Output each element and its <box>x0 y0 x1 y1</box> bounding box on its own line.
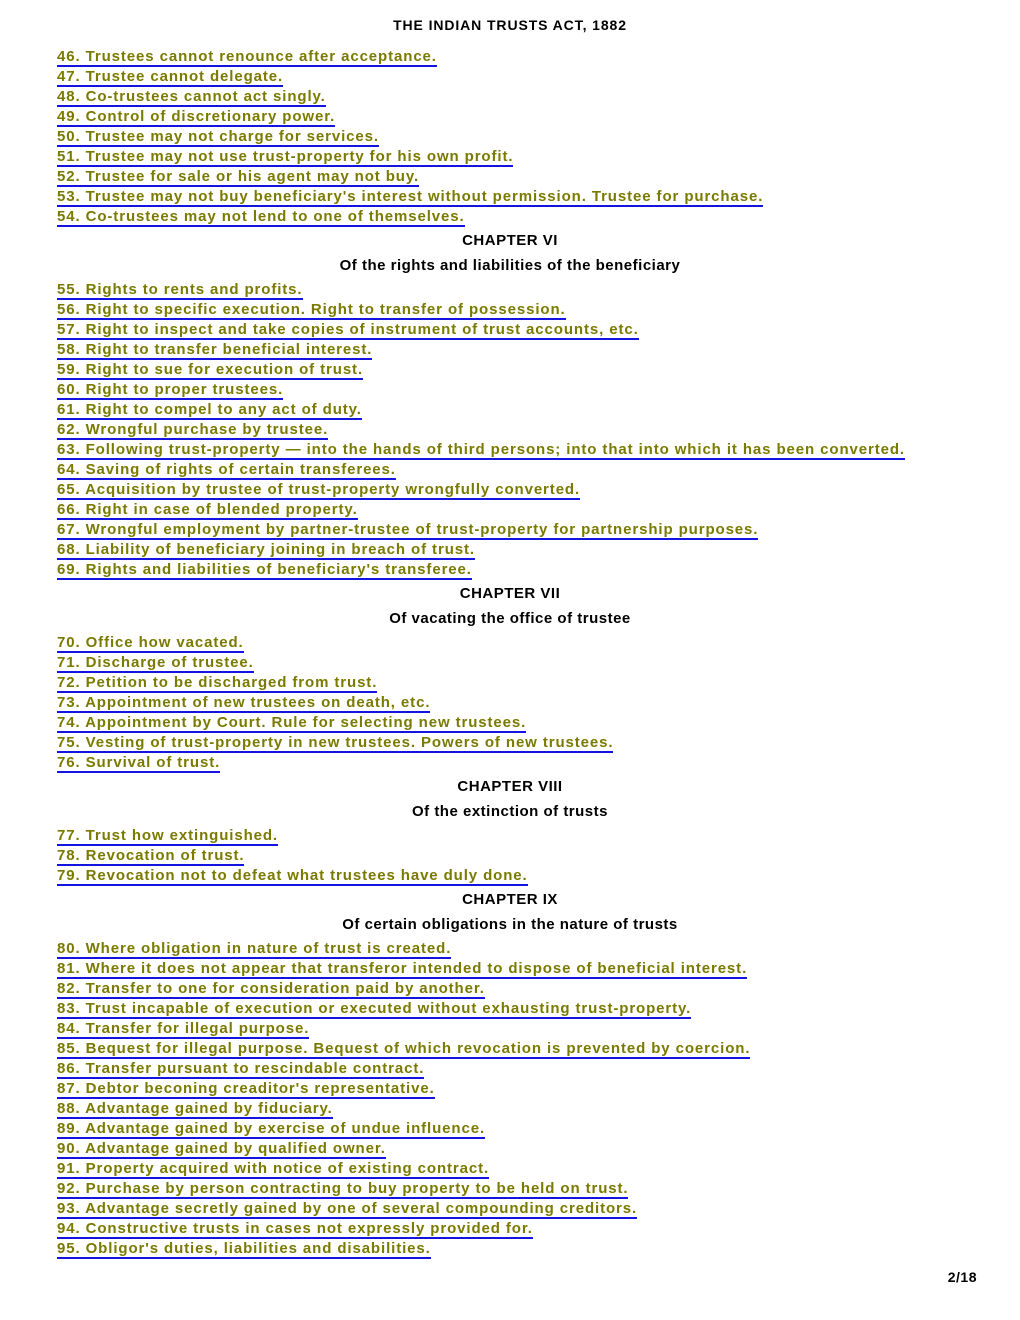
toc-line <box>57 733 963 753</box>
toc-link[interactable]: 73. Appointment of new trustees on death, etc. <box>57 694 431 711</box>
toc-link[interactable]: 77. Trust how extinguished. <box>57 827 278 844</box>
toc-link[interactable]: 61. Right to compel to any act of duty. <box>57 401 362 418</box>
toc-line <box>57 1159 963 1179</box>
chapter-heading: CHAPTER VI <box>462 232 558 249</box>
toc-link[interactable]: 83. Trust incapable of execution or executed without exhausting trust-property. <box>57 1000 692 1017</box>
toc-link[interactable]: 60. Right to proper trustees. <box>57 381 284 398</box>
toc-line <box>57 280 963 300</box>
chapter-heading: CHAPTER IX <box>462 891 558 908</box>
chapter-subtitle: Of vacating the office of trustee <box>389 610 631 627</box>
toc-line <box>57 187 963 207</box>
toc-link[interactable]: 71. Discharge of trustee. <box>57 654 254 671</box>
toc-line <box>57 207 963 227</box>
toc-link[interactable]: 53. Trustee may not buy beneficiary's interest without permission. Trustee for purchase. <box>57 188 764 205</box>
toc-line <box>57 1119 963 1139</box>
toc-link[interactable]: 74. Appointment by Court. Rule for selecting new trustees. <box>57 714 527 731</box>
toc-line <box>57 420 963 440</box>
toc-link[interactable]: 58. Right to transfer beneficial interest. <box>57 341 373 358</box>
toc-link[interactable]: 66. Right in case of blended property. <box>57 501 358 518</box>
toc-line <box>57 713 963 733</box>
toc-line <box>57 360 963 380</box>
toc-link[interactable]: 76. Survival of trust. <box>57 754 221 771</box>
toc-link[interactable]: 82. Transfer to one for consideration paid by another. <box>57 980 485 997</box>
toc-line <box>57 147 963 167</box>
toc-link[interactable]: 94. Constructive trusts in cases not expressly provided for. <box>57 1220 533 1237</box>
toc-line <box>57 939 963 959</box>
chapter-subtitle: Of certain obligations in the nature of trusts <box>342 916 678 933</box>
toc-link[interactable]: 63. Following trust-property — into the hands of third persons; into that into which it has been converted. <box>57 441 905 458</box>
toc-link[interactable]: 68. Liability of beneficiary joining in breach of trust. <box>57 541 475 558</box>
toc-line <box>57 500 963 520</box>
toc-link[interactable]: 80. Where obligation in nature of trust is created. <box>57 940 452 957</box>
toc-link[interactable]: 87. Debtor beconing creaditor's representative. <box>57 1080 435 1097</box>
toc-line <box>57 520 963 540</box>
toc-line <box>57 1039 963 1059</box>
toc-line <box>57 673 963 693</box>
toc-link[interactable]: 65. Acquisition by trustee of trust-property wrongfully converted. <box>57 481 581 498</box>
toc-list <box>57 47 963 1259</box>
toc-link[interactable]: 47. Trustee cannot delegate. <box>57 68 284 85</box>
toc-link[interactable]: 51. Trustee may not use trust-property for his own profit. <box>57 148 514 165</box>
toc-line <box>57 1099 963 1119</box>
toc-line <box>57 1239 963 1259</box>
toc-link[interactable]: 67. Wrongful employment by partner-trustee of trust-property for partnership purposes. <box>57 521 759 538</box>
chapter-block <box>57 584 963 629</box>
toc-link[interactable]: 95. Obligor's duties, liabilities and disabilities. <box>57 1240 431 1257</box>
toc-link[interactable]: 72. Petition to be discharged from trust. <box>57 674 378 691</box>
toc-link[interactable]: 55. Rights to rents and profits. <box>57 281 303 298</box>
chapter-subtitle: Of the extinction of trusts <box>411 803 608 820</box>
toc-link[interactable]: 75. Vesting of trust-property in new trustees. Powers of new trustees. <box>57 734 614 751</box>
toc-link[interactable]: 62. Wrongful purchase by trustee. <box>57 421 329 438</box>
toc-line <box>57 87 963 107</box>
toc-line <box>57 47 963 67</box>
toc-link[interactable]: 79. Revocation not to defeat what trustees have duly done. <box>57 867 528 884</box>
toc-line <box>57 460 963 480</box>
toc-line <box>57 693 963 713</box>
toc-line <box>57 1199 963 1219</box>
toc-link[interactable]: 85. Bequest for illegal purpose. Bequest of which revocation is prevented by coercion. <box>57 1040 751 1057</box>
toc-line <box>57 1139 963 1159</box>
toc-link[interactable]: 54. Co-trustees may not lend to one of themselves. <box>57 208 465 225</box>
toc-line <box>57 1219 963 1239</box>
chapter-heading: CHAPTER VIII <box>457 778 563 795</box>
toc-link[interactable]: 64. Saving of rights of certain transferees. <box>57 461 396 478</box>
toc-line <box>57 1179 963 1199</box>
toc-line <box>57 1059 963 1079</box>
toc-line <box>57 653 963 673</box>
chapter-block <box>57 777 963 822</box>
toc-line <box>57 300 963 320</box>
chapter-heading: CHAPTER VII <box>459 585 561 602</box>
toc-line <box>57 959 963 979</box>
toc-line <box>57 1079 963 1099</box>
toc-link[interactable]: 90. Advantage gained by qualified owner. <box>57 1140 386 1157</box>
toc-link[interactable]: 56. Right to specific execution. Right to transfer of possession. <box>57 301 566 318</box>
toc-line <box>57 107 963 127</box>
toc-link[interactable]: 52. Trustee for sale or his agent may not buy. <box>57 168 420 185</box>
page-title: THE INDIAN TRUSTS ACT, 1882 <box>393 17 627 33</box>
toc-link[interactable]: 57. Right to inspect and take copies of instrument of trust accounts, etc. <box>57 321 639 338</box>
chapter-subtitle: Of the rights and liabilities of the beneficiary <box>339 257 681 274</box>
toc-line <box>57 560 963 580</box>
toc-link[interactable]: 88. Advantage gained by fiduciary. <box>57 1100 333 1117</box>
chapter-block <box>57 231 963 276</box>
toc-link[interactable]: 70. Office how vacated. <box>57 634 244 651</box>
toc-link[interactable]: 81. Where it does not appear that transferor intended to dispose of beneficial interest. <box>57 960 748 977</box>
toc-line <box>57 480 963 500</box>
toc-line <box>57 380 963 400</box>
toc-link[interactable]: 89. Advantage gained by exercise of undue influence. <box>57 1120 486 1137</box>
toc-line <box>57 633 963 653</box>
toc-line <box>57 320 963 340</box>
toc-line <box>57 753 963 773</box>
toc-link[interactable]: 91. Property acquired with notice of existing contract. <box>57 1160 490 1177</box>
toc-line <box>57 540 963 560</box>
toc-link[interactable]: 86. Transfer pursuant to rescindable contract. <box>57 1060 425 1077</box>
toc-link[interactable]: 59. Right to sue for execution of trust. <box>57 361 364 378</box>
page-number: 2/18 <box>947 1269 977 1285</box>
chapter-block <box>57 890 963 935</box>
toc-line <box>57 826 963 846</box>
toc-link[interactable]: 93. Advantage secretly gained by one of several compounding creditors. <box>57 1200 638 1217</box>
toc-line <box>57 67 963 87</box>
toc-link[interactable]: 69. Rights and liabilities of beneficiary's transferee. <box>57 561 472 578</box>
toc-line <box>57 999 963 1019</box>
toc-line <box>57 340 963 360</box>
toc-line <box>57 846 963 866</box>
toc-link[interactable]: 92. Purchase by person contracting to buy property to be held on trust. <box>57 1180 629 1197</box>
toc-link[interactable]: 49. Control of discretionary power. <box>57 108 336 125</box>
toc-link[interactable]: 48. Co-trustees cannot act singly. <box>57 88 326 105</box>
toc-line <box>57 400 963 420</box>
toc-link[interactable]: 78. Revocation of trust. <box>57 847 245 864</box>
toc-line <box>57 866 963 886</box>
toc-link[interactable]: 50. Trustee may not charge for services. <box>57 128 379 145</box>
toc-line <box>57 127 963 147</box>
toc-link[interactable]: 46. Trustees cannot renounce after acceptance. <box>57 48 437 65</box>
toc-link[interactable]: 84. Transfer for illegal purpose. <box>57 1020 310 1037</box>
toc-line <box>57 979 963 999</box>
toc-line <box>57 440 963 460</box>
toc-line <box>57 167 963 187</box>
toc-line <box>57 1019 963 1039</box>
